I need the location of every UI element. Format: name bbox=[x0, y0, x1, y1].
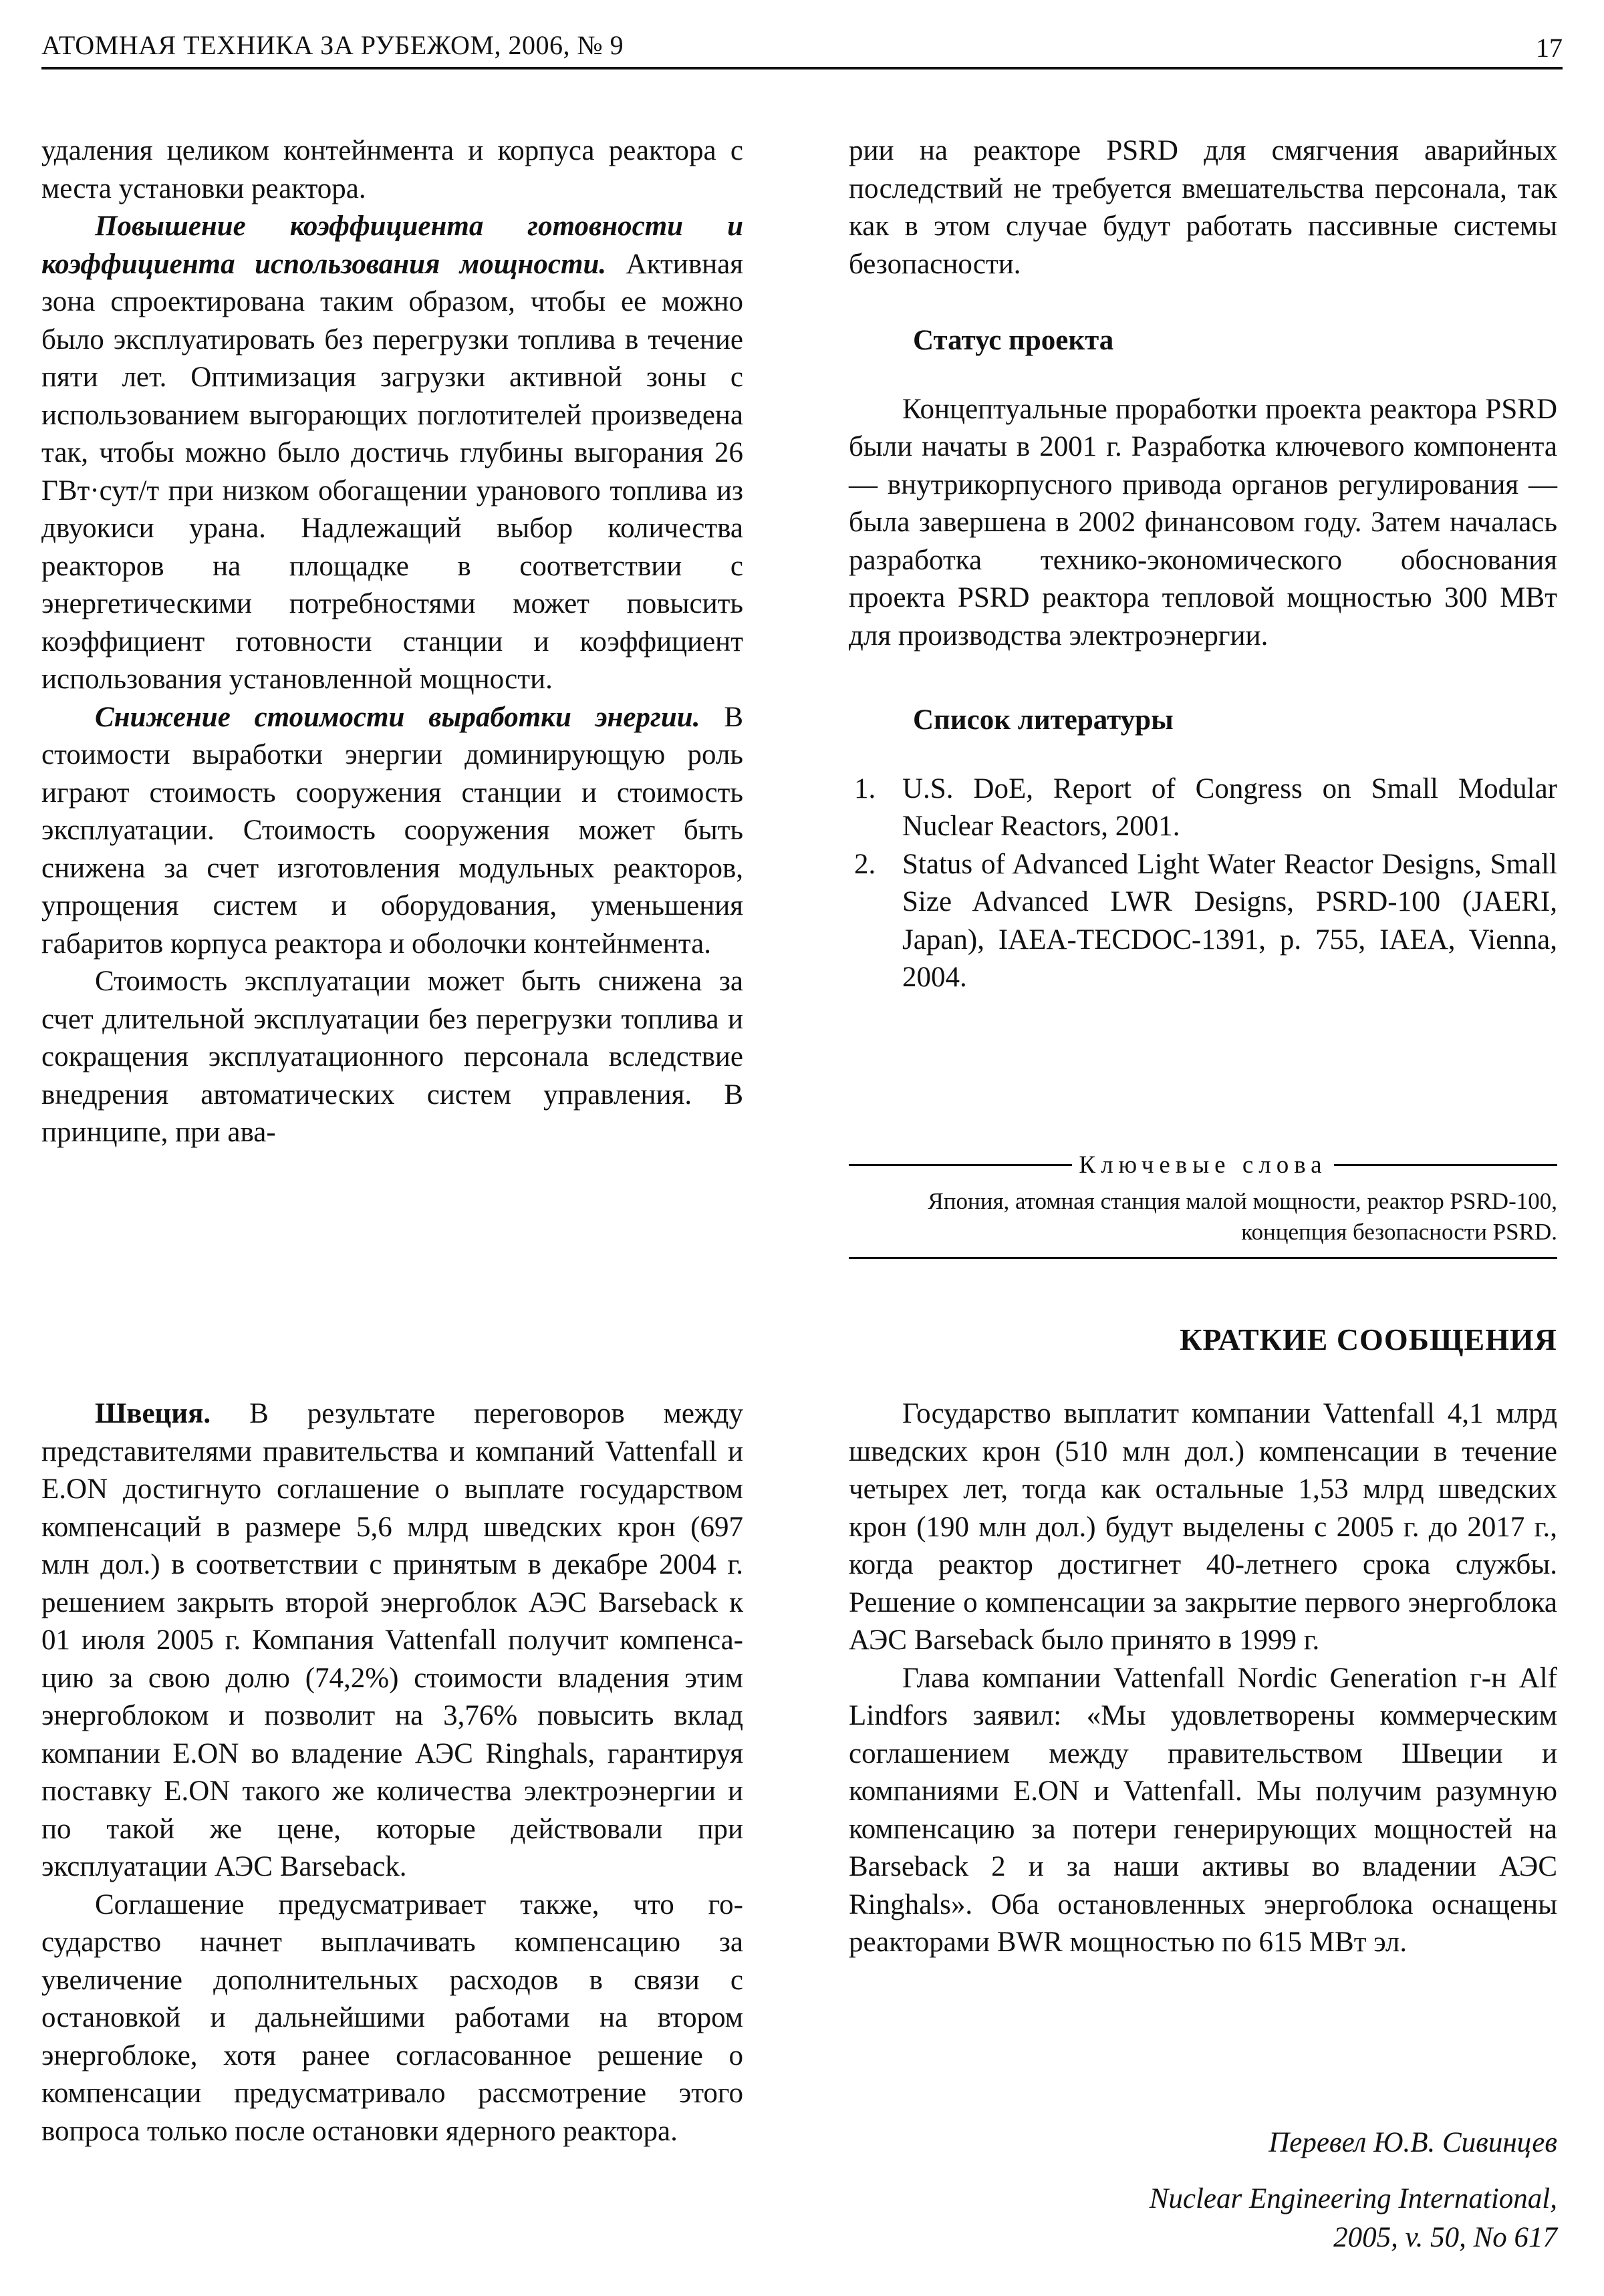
translator-credit: Перевел Ю.В. Сивинцев bbox=[1268, 2127, 1557, 2158]
reference-text: U.S. DoE, Report of Congress on Small Modular Nuclear Reactors, 2001. bbox=[902, 772, 1557, 842]
source-line: 2005, v. 50, No 617 bbox=[1333, 2222, 1557, 2253]
keywords-header bbox=[849, 1151, 1557, 1179]
section-heading-references: Список литературы bbox=[913, 704, 1174, 736]
left-column-top bbox=[41, 132, 743, 1152]
reference-number: 1. bbox=[854, 772, 876, 805]
paragraph-lead: Повышение коэффициента готовности и коэффициента использования мощности. bbox=[41, 210, 743, 280]
paragraph-lead: Снижение стоимости выработки энергии. bbox=[95, 701, 700, 733]
keywords-block bbox=[849, 1151, 1557, 1259]
reference-list bbox=[849, 770, 1557, 997]
paragraph: удаления целиком контейнмента и корпуса реактора с места установки реактора. bbox=[41, 135, 743, 204]
source-line: Nuclear Engineering International, bbox=[1149, 2183, 1557, 2214]
paragraph-lead: Швеция. bbox=[95, 1398, 211, 1429]
section-heading-status: Статус проекта bbox=[913, 325, 1114, 356]
source-credit bbox=[889, 2180, 1557, 2257]
rule bbox=[1334, 1164, 1557, 1166]
header-rule bbox=[41, 67, 1563, 69]
paragraph-text: Активная зона спроектирована таким образом, чтобы ее можно было эксплуатировать без перегрузки топлива в течение пяти лет. Оптимизация загрузки активной зоны с использованием выгорающих поглотителей произведена так, чтобы можно было достичь глубины выгорания 26 ГВт·сут/т при низком обогащении уранового топлива из двуокиси урана. Надлежащий выбор количества реакторов на площадке в соответствии с энергетическими потребностями может повысить коэффициент готовности станции и коэффициент использования установленной мощности. bbox=[41, 248, 743, 695]
keywords-text: Япония, атомная станция малой мощности, реактор PSRD-100, концепция безопасности PSRD. bbox=[928, 1188, 1557, 1245]
paragraph bbox=[41, 208, 743, 699]
page-number: 17 bbox=[1536, 33, 1563, 63]
short-news-title: КРАТКИЕ СООБЩЕНИЯ bbox=[1180, 1322, 1557, 1356]
journal-header: АТОМНАЯ ТЕХНИКА ЗА РУБЕЖОМ, 2006, № 9 bbox=[41, 30, 624, 60]
paragraph: Стоимость эксплуатации может быть снижена за счет длительной эксплуатации без перегрузки топлива и сокращения эксплуатационного персонала вследствие внедрения автоматических систем управления. В принципе, при ава- bbox=[41, 966, 743, 1148]
paragraph bbox=[41, 699, 743, 964]
paragraph: Глава компании Vattenfall Nordic Generation г-н Alf Lindfors заявил: «Мы удовлетворены коммерческим соглашением между правительством Швеции и компаниями E.ON и Vattenfall. Мы получим разумную компенсацию за потери генерирующих мощностей на Barseback 2 и за наши активы во владении АЭС Ringhals». Оба остановленных энергоблока оснащены реакторами BWR мощностью по 615 МВт эл. bbox=[849, 1662, 1557, 1958]
paragraph: Соглашение предусматривает также, что государство начнет выплачивать компенсацию за увеличение дополнительных расходов в связи с остановкой и дальнейшими работами на втором энергоблоке, хотя ранее согласованное решение о компенсации предусматривало рассмотрение этого вопроса только после остановки ядерного реактора. bbox=[41, 1888, 743, 2147]
keywords-label: Ключевые слова bbox=[1079, 1151, 1327, 1179]
reference-item bbox=[849, 770, 1557, 846]
paragraph-text: В стоимости выработки энергии доминирующую роль играют стоимость сооружения станции и стоимость эксплуатации. Стоимость сооружения может быть снижена за счет изготовления модульных реакторов, упрощения систем и оборудования, уменьшения габаритов корпуса реактора и оболочки контейнмента. bbox=[41, 701, 743, 960]
rule bbox=[849, 1164, 1072, 1166]
reference-number: 2. bbox=[854, 848, 876, 880]
paragraph-text: В результате переговоров между представителями правительства и компаний Vattenfall и E.ON достигнуто соглашение о выплате государством компенсаций в размере 5,6 млрд шведских крон (697 млн дол.) в соответствии с принятым в декабре 2004 г. решением закрыть второй энергоблок АЭС Barseback к 01 июля 2005 г. Компания Vattenfall получит компенсацию за свою долю (74,2%) стоимости владения этим энергоблоком и позволит на 3,76% повысить вклад компании E.ON во владение АЭС Ringhals, гарантируя поставку E.ON такого же количества электроэнергии и по такой же цене, которые действовали при эксплуатации АЭС Barseback. bbox=[41, 1398, 743, 1882]
reference-text: Status of Advanced Light Water Reactor Designs, Small Size Advanced LWR Designs, PSRD-100 (JAERI, Japan), IAEA-TECDOC-1391, p. 755, IAEA, Vienna, 2004. bbox=[902, 848, 1557, 993]
right-column-bottom bbox=[849, 1395, 1557, 1962]
paragraph: Концептуальные проработки проекта реактора PSRD были начаты в 2001 г. Разработка ключевого компонента — внутрикорпусного привода органов регулирования — была завершена в 2002 финансовом году. Затем началась разработка технико-экономического обоснования проекта PSRD реактора тепловой мощностью 300 МВт для производства электроэнергии. bbox=[849, 393, 1557, 652]
paragraph bbox=[41, 1395, 743, 1886]
paragraph: Государство выплатит компании Vattenfall 4,1 млрд шведских крон (510 млн дол.) компенсации в течение четырех лет, тогда как остальные 1,53 млрд шведских крон (190 млн дол.) будут выделены с 2005 г. до 2017 г., когда реактор достигнет 40-летнего срока службы. Решение о компенсации за закрытие первого энергоблока АЭС Barseback было принято в 1999 г. bbox=[849, 1398, 1557, 1656]
reference-item bbox=[849, 846, 1557, 997]
left-column-bottom bbox=[41, 1395, 743, 2150]
paragraph: рии на реакторе PSRD для смягчения аварийных последствий не требуется вмешательства персонала, так как в этом случае будут работать пассивные системы безопасности. bbox=[849, 135, 1557, 280]
right-column-top bbox=[849, 132, 1557, 997]
rule bbox=[849, 1257, 1557, 1259]
